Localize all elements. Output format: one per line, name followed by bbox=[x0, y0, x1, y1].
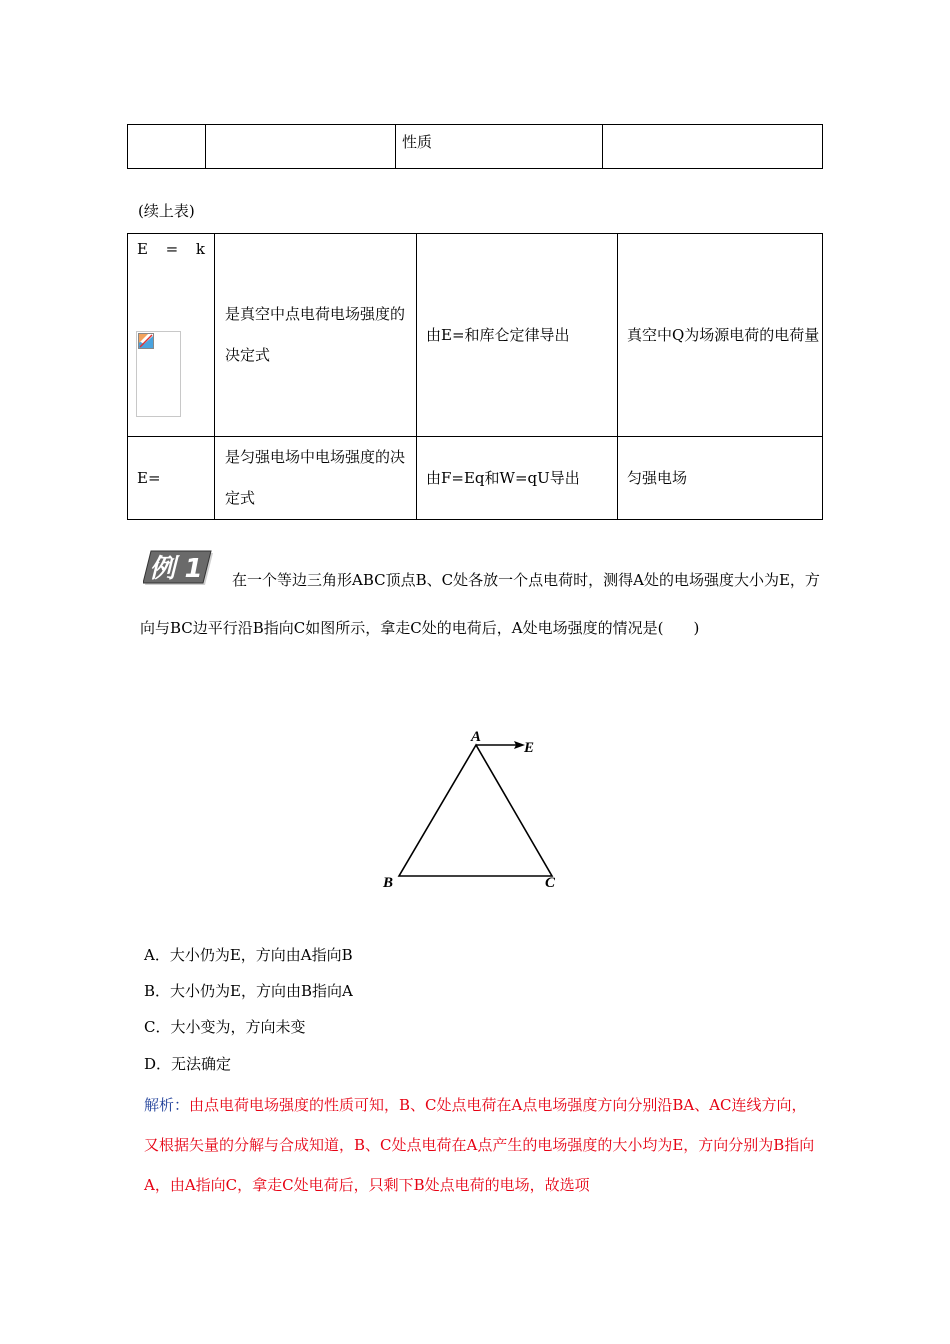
broken-image-placeholder bbox=[136, 331, 181, 417]
table-cell bbox=[603, 125, 823, 169]
table-row bbox=[128, 125, 823, 169]
question-text: 在一个等边三角形ABC顶点B、C处各放一个点电荷时，测得A处的电场强度大小为E，方向与BC边平行沿B指向C如图所示，拿走C处的电荷后，A处电场强度的情况是( ) bbox=[140, 571, 820, 637]
analysis-label: 解析： bbox=[144, 1096, 190, 1114]
table-cell: 性质 bbox=[396, 125, 603, 169]
analysis-text: 由点电荷电场强度的性质可知，B、C处点电荷在A点电场强度方向分别沿BA、AC连线方向，又根据矢量的分解与合成知道，B、C处点电荷在A点产生的电场强度的大小均为E，方向分别为B指向A，由A指向C，拿走C处电荷后，只剩下B处点电荷的电场，故选项 bbox=[144, 1096, 815, 1194]
broken-image-icon bbox=[138, 333, 154, 349]
meaning-cell: 是匀强电场中电场强度的决定式 bbox=[215, 437, 417, 520]
table-cell bbox=[206, 125, 396, 169]
formula-cell: E= bbox=[128, 437, 215, 520]
vertex-label-c: C bbox=[544, 875, 555, 891]
derivation-cell: 由E=和库仑定律导出 bbox=[417, 234, 618, 437]
continued-label: (续上表) bbox=[138, 202, 195, 220]
table-row bbox=[128, 437, 823, 520]
formula-text: k bbox=[195, 240, 205, 258]
option-c: C．大小变为，方向未变 bbox=[144, 1018, 306, 1036]
analysis-block bbox=[144, 1085, 820, 1205]
formula-text: = bbox=[165, 240, 179, 258]
vertex-label-a: A bbox=[471, 729, 482, 745]
derivation-cell: 由F=Eq和W=qU导出 bbox=[417, 437, 618, 520]
formula-cell bbox=[128, 234, 215, 437]
table-row bbox=[128, 234, 823, 437]
example-badge-text: 例 1 bbox=[149, 554, 203, 584]
formula-text: E bbox=[137, 240, 148, 258]
field-label-e: E bbox=[524, 740, 535, 756]
condition-cell: 真空中Q为场源电荷的电荷量 bbox=[618, 234, 823, 437]
meaning-cell: 是真空中点电荷电场强度的决定式 bbox=[215, 234, 417, 437]
condition-cell: 匀强电场 bbox=[618, 437, 823, 520]
option-b: B．大小仍为E，方向由B指向A bbox=[144, 982, 353, 1000]
option-d: D．无法确定 bbox=[144, 1055, 232, 1073]
option-a: A．大小仍为E，方向由A指向B bbox=[144, 946, 353, 964]
triangle-figure bbox=[375, 722, 555, 894]
table-top-fragment bbox=[127, 124, 823, 169]
triangle-abc bbox=[399, 745, 552, 876]
formula-table bbox=[127, 233, 823, 520]
table-cell bbox=[128, 125, 206, 169]
vertex-label-b: B bbox=[383, 875, 394, 891]
